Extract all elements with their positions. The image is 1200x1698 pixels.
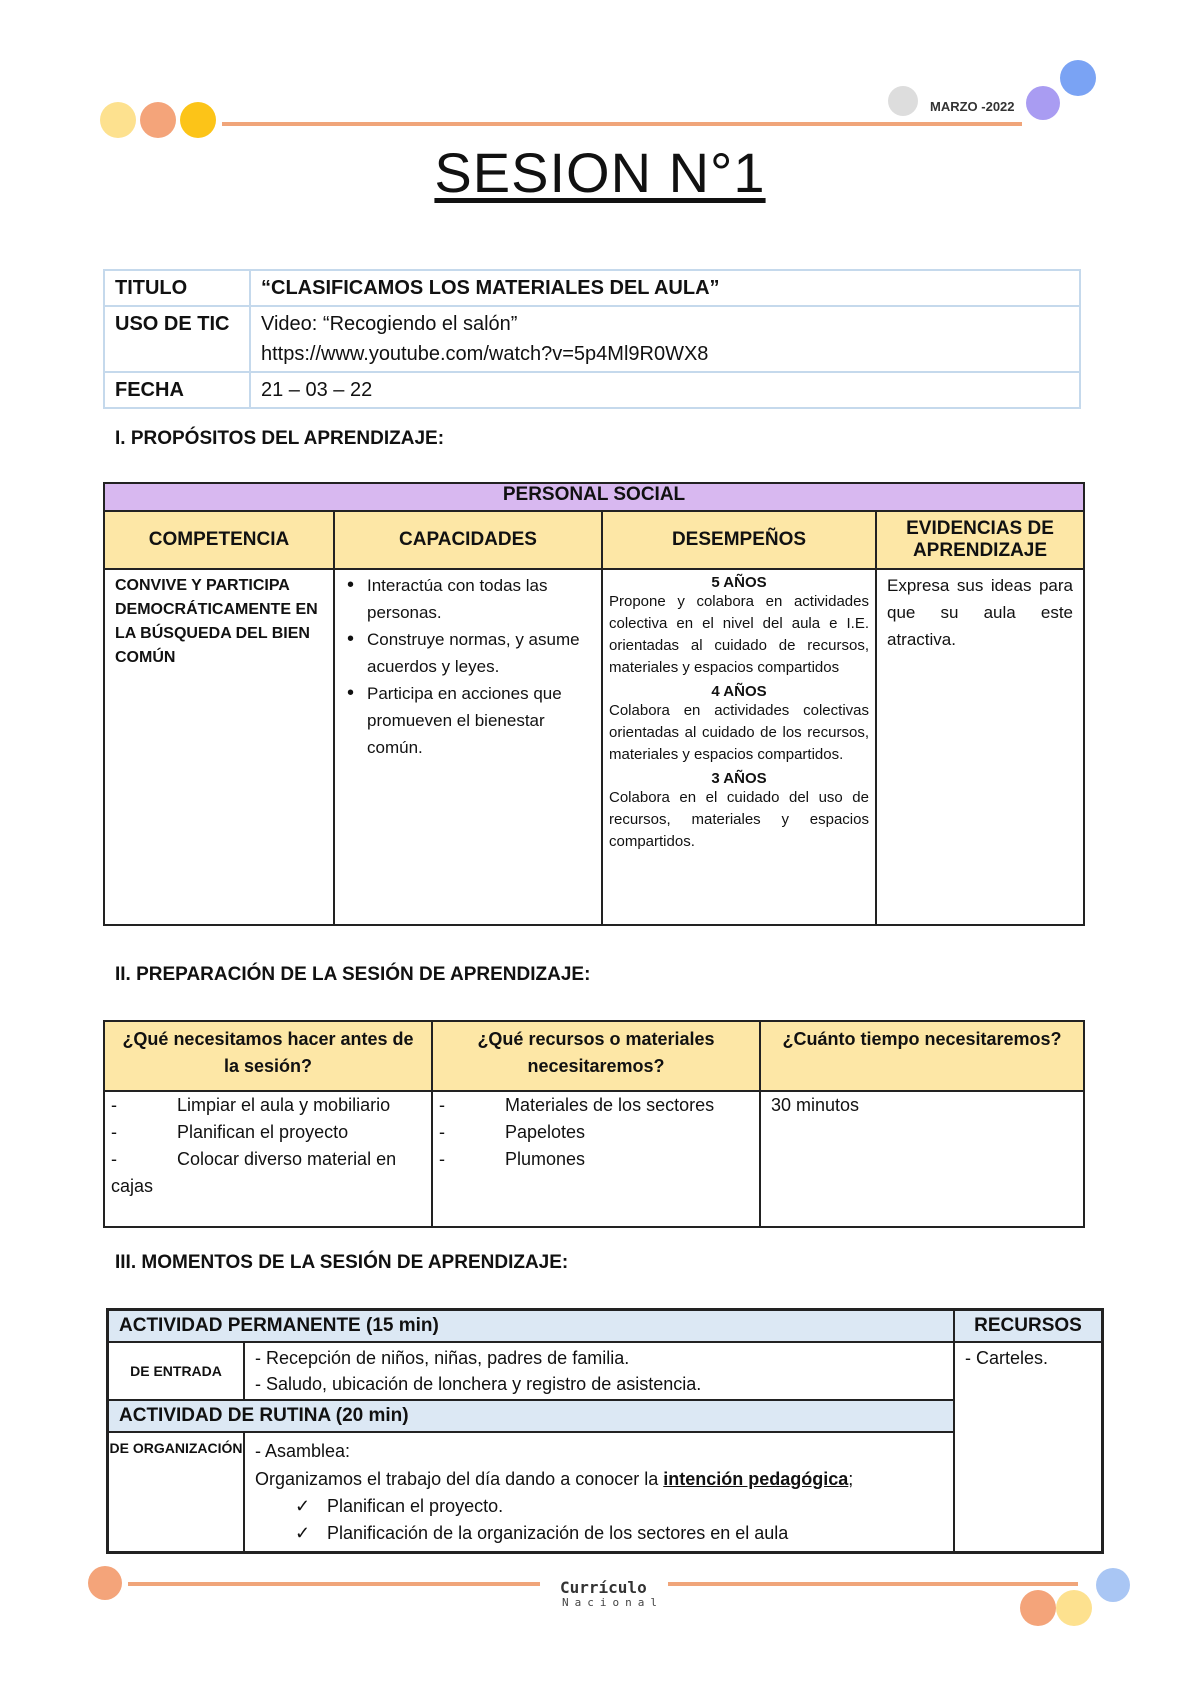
desempenos-cell xyxy=(602,569,876,925)
section-2-heading: II. PREPARACIÓN DE LA SESIÓN DE APRENDIZAJE: xyxy=(115,964,591,985)
check-icon: ✓ xyxy=(295,1523,311,1543)
competencia-cell: CONVIVE Y PARTICIPA DEMOCRÁTICAMENTE EN LA BÚSQUEDA DEL BIEN COMÚN xyxy=(104,569,334,925)
entrada-line: - Recepción de niños, niñas, padres de familia. xyxy=(255,1348,630,1368)
footer-line-left xyxy=(128,1582,540,1586)
titulo-value: “CLASIFICAMOS LOS MATERIALES DEL AULA” xyxy=(250,270,1080,306)
list-item: • Participa en acciones que promueven el bienestar común. xyxy=(347,680,593,761)
tic-label: USO DE TIC xyxy=(104,306,250,372)
titulo-label: TITULO xyxy=(104,270,250,306)
actividad-permanente-header: ACTIVIDAD PERMANENTE (15 min) xyxy=(108,1310,955,1343)
momentos-table xyxy=(106,1308,1104,1554)
area-header: PERSONAL SOCIAL xyxy=(104,483,1084,511)
section-1-heading: I. PROPÓSITOS DEL APRENDIZAJE: xyxy=(115,428,445,449)
check-icon: ✓ xyxy=(295,1496,311,1516)
desempeno-4: Colabora en actividades colectivas orientadas al cuidado de los recursos, materiales y espacios compartidos. xyxy=(609,702,869,763)
prep-header-tiempo: ¿Cuánto tiempo necesitaremos? xyxy=(760,1021,1084,1091)
header-capacidades: CAPACIDADES xyxy=(334,511,602,569)
capacidades-list xyxy=(335,572,601,761)
actividad-rutina-header: ACTIVIDAD DE RUTINA (20 min) xyxy=(108,1400,955,1432)
header-competencia: COMPETENCIA xyxy=(104,511,334,569)
prep-header-antes: ¿Qué necesitamos hacer antes de la sesión? xyxy=(104,1021,432,1091)
age-3: 3 AÑOS xyxy=(711,770,767,787)
yellow-dot xyxy=(100,102,136,138)
orange-dot xyxy=(88,1566,122,1600)
list-item: • Interactúa con todas las personas. xyxy=(347,572,593,626)
recursos-value: - Carteles. xyxy=(954,1342,1103,1553)
desempeno-5: Propone y colabora en actividades colectiva en el nivel del aula e I.E. orientadas al cuidado de recursos, materiales y espacios compartidos xyxy=(609,593,869,676)
info-table xyxy=(103,269,1081,409)
list-item: - Materiales de los sectores xyxy=(439,1095,715,1115)
blue-dot xyxy=(1060,60,1096,96)
prep-antes-cell xyxy=(104,1091,432,1227)
asamblea-line: - Asamblea: xyxy=(255,1441,351,1461)
desempeno-3: Colabora en el cuidado del uso de recursos, materiales y espacios compartidos. xyxy=(609,789,869,850)
list-item: - Plumones xyxy=(439,1149,586,1169)
yellow-dot xyxy=(1056,1590,1092,1626)
footer-line-right xyxy=(668,1582,1078,1586)
tic-url[interactable]: https://www.youtube.com/watch?v=5p4Ml9R0WX8 xyxy=(261,343,709,365)
age-5: 5 AÑOS xyxy=(711,574,767,591)
list-item: • Construye normas, y asume acuerdos y leyes. xyxy=(347,626,593,680)
header-desempenos: DESEMPEÑOS xyxy=(602,511,876,569)
gold-dot xyxy=(180,102,216,138)
propositos-table xyxy=(103,482,1085,926)
prep-recursos-cell xyxy=(432,1091,760,1227)
fecha-label: FECHA xyxy=(104,372,250,408)
orange-dot xyxy=(140,102,176,138)
section-3-heading: III. MOMENTOS DE LA SESIÓN DE APRENDIZAJE: xyxy=(115,1252,569,1273)
fecha-value: 21 – 03 – 22 xyxy=(250,372,1080,408)
tic-video: Video: “Recogiendo el salón” xyxy=(261,313,518,335)
tic-cell xyxy=(250,306,1080,372)
check-item: ✓ Planificación de la organización de los sectores en el aula xyxy=(255,1520,943,1547)
prep-tiempo-cell: 30 minutos xyxy=(760,1091,1084,1227)
gray-dot xyxy=(888,86,918,116)
list-item: - Papelotes xyxy=(439,1122,586,1142)
check-item: ✓ Planifican el proyecto. xyxy=(255,1493,943,1520)
organizacion-label: DE ORGANIZACIÓN xyxy=(108,1432,245,1553)
header-month: MARZO -2022 xyxy=(930,99,1015,114)
organizamos-line: Organizamos el trabajo del día dando a conocer la intención pedagógica; xyxy=(255,1469,854,1489)
list-item: - Colocar diverso material en cajas xyxy=(111,1149,397,1196)
orange-dot xyxy=(1020,1590,1056,1626)
page-title: SESION N°1 xyxy=(434,141,766,204)
age-4: 4 AÑOS xyxy=(711,683,767,700)
curriculo-logo: Currículo xyxy=(560,1578,647,1597)
prep-header-recursos: ¿Qué recursos o materiales necesitaremos? xyxy=(432,1021,760,1091)
recursos-header: RECURSOS xyxy=(954,1310,1103,1343)
entrada-cell xyxy=(244,1342,954,1400)
curriculo-logo-sub: Nacional xyxy=(562,1596,663,1609)
purple-dot xyxy=(1026,86,1060,120)
list-item: - Limpiar el aula y mobiliario xyxy=(111,1095,391,1115)
capacidades-cell xyxy=(334,569,602,925)
intencion-link: intención pedagógica xyxy=(663,1469,849,1489)
entrada-label: DE ENTRADA xyxy=(108,1342,245,1400)
header-evidencias: EVIDENCIAS DE APRENDIZAJE xyxy=(876,511,1084,569)
organizacion-cell xyxy=(244,1432,954,1553)
entrada-line: - Saludo, ubicación de lonchera y registro de asistencia. xyxy=(255,1374,702,1394)
blue-dot xyxy=(1096,1568,1130,1602)
preparacion-table xyxy=(103,1020,1085,1228)
evidencia-cell: Expresa sus ideas para que su aula este atractiva. xyxy=(876,569,1084,925)
header-line xyxy=(222,122,1022,126)
list-item: - Planifican el proyecto xyxy=(111,1122,349,1142)
